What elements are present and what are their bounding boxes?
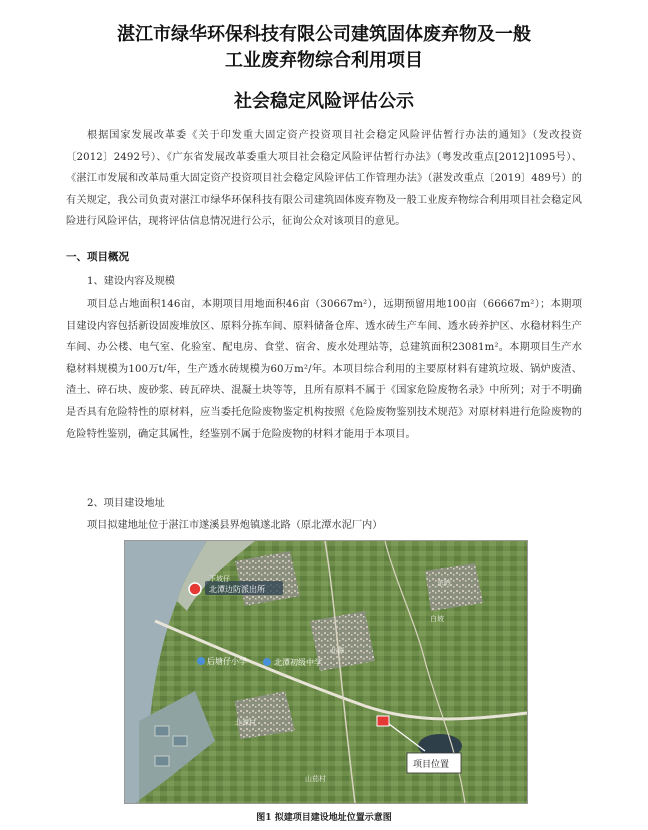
location-map bbox=[124, 540, 528, 804]
map-village-north bbox=[235, 551, 300, 606]
village-label-1: 下坡仔 bbox=[209, 575, 230, 583]
svg-text:北潭边防派出所: 北潭边防派出所 bbox=[209, 585, 265, 594]
village-label-6: 山茄村 bbox=[305, 775, 326, 783]
scale-paragraph: 项目总占地面积146亩，本期项目用地面积46亩（30667m²），远期预留用地100亩（66667m²）；本期项目建设内容包括新设固废堆放区、原料分拣车间、原料储备仓库、透水砖生产车间、透水砖养护区、水稳材料生产车间、办公楼、电气室、化验室、配电房、食堂、宿舍、废水处理站等，总建筑面积23081m²。本期项目生产水稳材料规模为100万t/年，生产透水砖规模为60万m²/年。本项目综合利用的主要原材料有建筑垃圾、锅炉废渣、渣土、碎石块、废砂浆、砖瓦碎块、混凝土块等等，且所有原料不属于《国家危险废物名录》中所列；对于不明确是否具有危险特性的原材料，应当委托危险废物鉴定机构按照《危险废物鉴别技术规范》对原材料进行危险废物的危险特性鉴别，确定其属性，经鉴别不属于危险废物的材料才能用于本项目。 bbox=[66, 299, 582, 440]
title-line-3: 社会稳定风险评估公示 bbox=[234, 91, 414, 112]
title-line-2: 工业废弃物综合利用项目 bbox=[225, 50, 423, 71]
svg-text:项目位置: 项目位置 bbox=[413, 760, 450, 770]
map-pond-3 bbox=[155, 756, 169, 766]
map-village-east bbox=[425, 563, 483, 611]
village-label-5: 东岭 bbox=[437, 579, 451, 587]
figure-caption: 图1 拟建项目建设地址位置示意图 bbox=[256, 813, 392, 823]
svg-text:后塘仔小学: 后塘仔小学 bbox=[207, 657, 247, 666]
location-paragraph: 项目拟建地址位于湛江市遂溪县界炮镇遂北路（原北潭水泥厂内） bbox=[87, 520, 383, 531]
subheading-location: 2、项目建设地址 bbox=[87, 498, 165, 509]
village-label-3: 白坡 bbox=[430, 615, 444, 623]
village-label-4: 北潭村 bbox=[235, 719, 256, 727]
village-label-2: 北潭 bbox=[330, 647, 344, 655]
svg-text:北潭初级中学: 北潭初级中学 bbox=[274, 658, 322, 667]
subheading-construction-scale: 1、建设内容及规模 bbox=[87, 276, 175, 287]
map-pond-1 bbox=[155, 726, 169, 736]
intro-paragraph: 根据国家发展改革委《关于印发重大固定资产投资项目社会稳定风险评估暂行办法的通知》（发改投资〔2012〕2492号）、《广东省发展改革委重大项目社会稳定风险评估暂行办法》（粤发改重点[2012]1095号）、《湛江市发展和改革局重大固定资产投资项目社会稳定风险评估工作管理办法》（湛发改重点〔2019〕489号）的有关规定，我公司负责对湛江市绿华环保科技有限公司建筑固体废弃物及一般工业废弃物综合利用项目社会稳定风险进行风险评估，现将评估信息情况进行公示，征询公众对该项目的意见。 bbox=[66, 130, 582, 228]
section-heading-project-overview: 一、项目概况 bbox=[66, 251, 129, 263]
title-line-1: 湛江市绿华环保科技有限公司建筑固体废弃物及一般 bbox=[117, 24, 531, 45]
map-pond-2 bbox=[173, 736, 187, 746]
